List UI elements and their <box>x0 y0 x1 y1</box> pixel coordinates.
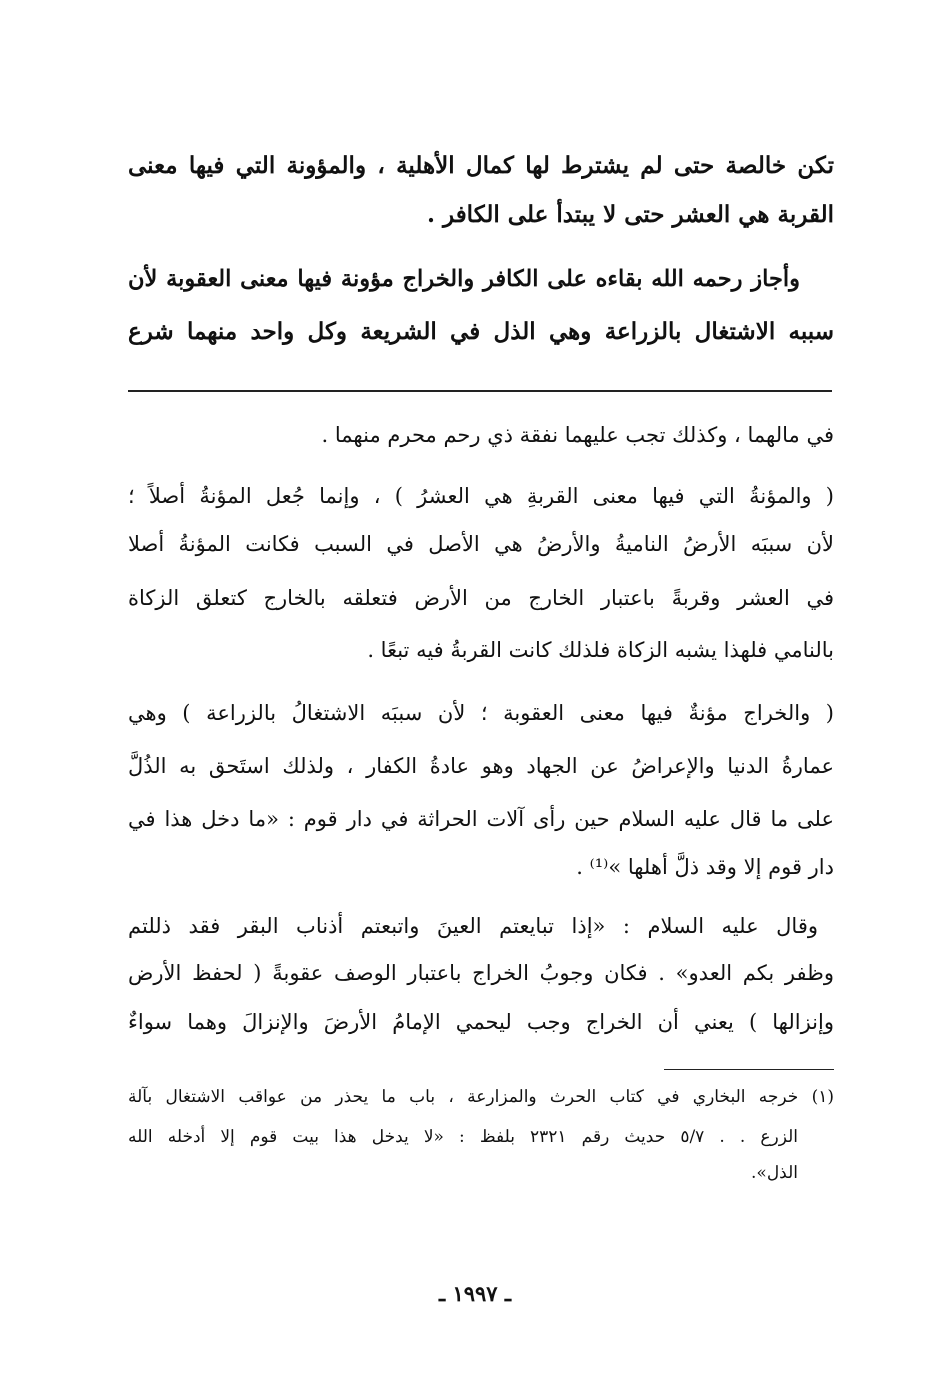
commentary-line: عمارةُ الدنيا والإعراضُ عن الجهاد وهو عادةُ الكفار ، ولذلك استَحق به الذُلَّ <box>128 754 834 778</box>
commentary-line: في مالهما ، وكذلك تجب عليهما نفقة ذي رحم محرم منهما . <box>321 423 834 447</box>
commentary-line: على ما قال عليه السلام حين رأى آلات الحراثة في دار قوم : «ما دخل هذا في <box>128 807 834 831</box>
commentary-line: لأن سببَه الأرضُ الناميةُ والأرضُ هي الأصل في السبب فكانت المؤنةُ أصلا <box>128 532 834 556</box>
commentary-line: دار قوم إلا وقد ذلَّ أهلها »⁽¹⁾ . <box>576 855 834 879</box>
footnote-line: (١) خرجه البخاري في كتاب الحرث والمزارعة ، باب ما يحذر من عواقب الاشتغال بآلة <box>128 1087 834 1107</box>
footnote-line: الذل». <box>751 1163 798 1183</box>
page-number: ـ ١٩٩٧ ـ <box>438 1281 512 1306</box>
text-separator-rule <box>128 390 832 392</box>
commentary-line: وقال عليه السلام : «إذا تبايعتم العينَ واتبعتم أذناب البقر فقد ذللتم <box>128 914 818 938</box>
commentary-line: ( والمؤنةُ التي فيها معنى القربةِ هي العشرُ ) ، وإنما جُعل المؤنةُ أصلاً ؛ <box>128 484 834 508</box>
commentary-line: في العشر وقربةً باعتبار الخارج من الأرض فتعلقه بالخارج كتعلق الزكاة <box>128 586 834 610</box>
main-text-line: القربة هي العشر حتى لا يبتدأ على الكافر . <box>426 201 834 228</box>
commentary-line: وظفر بكم العدو» . فكان وجوبُ الخراج باعتبار الوصف عقوبةً ( لحفظ الأرض <box>128 961 834 985</box>
footnote-separator-rule <box>664 1069 834 1070</box>
commentary-line: ( والخراج مؤنةٌ فيها معنى العقوبة ؛ لأن سببَه الاشتغالُ بالزراعة ) وهي <box>128 701 834 725</box>
commentary-line: بالنامي فلهذا يشبه الزكاة فلذلك كانت القربةُ فيه تبعًا . <box>367 638 834 662</box>
main-text-line: وأجاز رحمه الله بقاءه على الكافر والخراج مؤونة فيها معنى العقوبة لأن <box>128 266 800 292</box>
footnote-line: الزرع . . ٥/٧ حديث رقم ٢٣٢١ بلفظ : «لا يدخل هذا بيت قوم إلا أدخله الله <box>128 1127 799 1147</box>
main-text-line: سببه الاشتغال بالزراعة وهي الذل في الشريعة وكل واحد منهما شرع <box>128 318 834 345</box>
main-text-line: تكن خالصة حتى لم يشترط لها كمال الأهلية ، والمؤونة التي فيها معنى <box>128 152 834 179</box>
commentary-line: وإنزالها ) يعني أن الخراج وجب ليحمي الإمامُ الأرضَ والإنزالَ وهما سواءٌ <box>128 1010 834 1034</box>
